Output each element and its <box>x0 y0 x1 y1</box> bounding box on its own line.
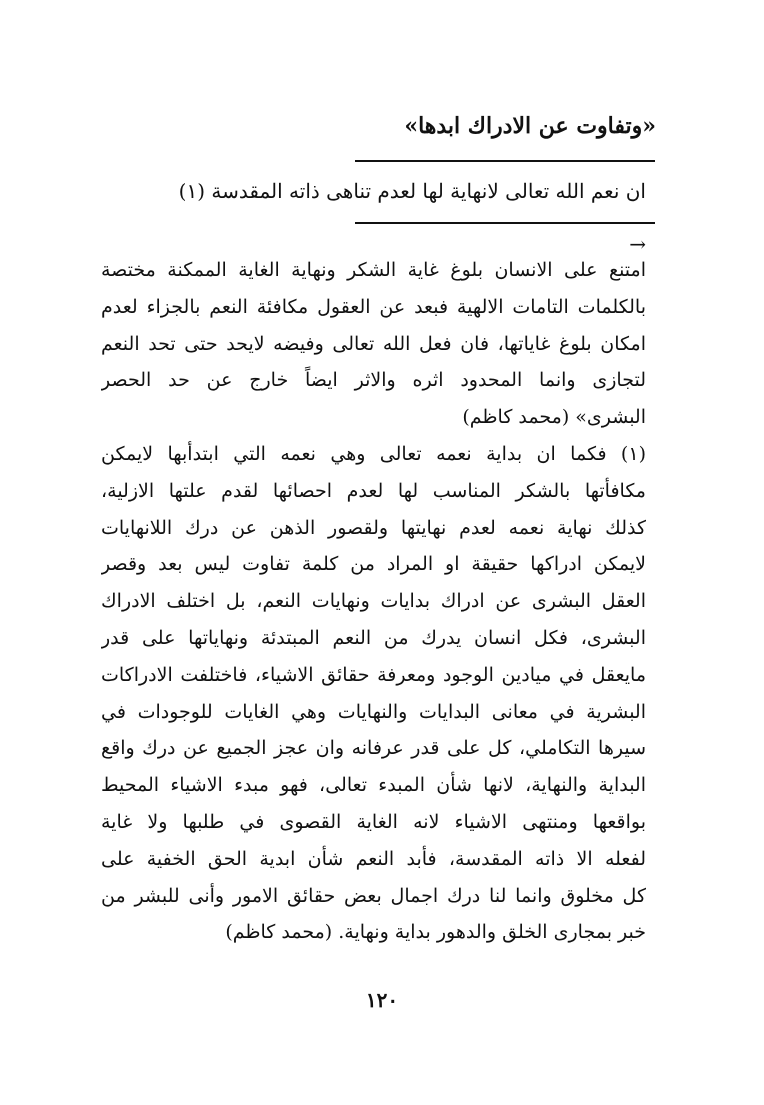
text-line: البشرى، فكل انسان يدرك من النعم المبتدئة ونهاياتها على قدر <box>101 626 646 649</box>
text-line: امتنع على الانسان بلوغ غاية الشكر ونهاية الغاية الممكنة مختصة <box>101 259 646 281</box>
text-line: بواقعها ومنتهى الاشياء لانه الغاية القصوى في طلبها ولا غاية <box>101 810 646 833</box>
text-line: كذلك نهاية نعمه لعدم نهايتها ولقصور الذهن عن درك اللانهايات <box>101 516 646 539</box>
text-line: العقل البشرى عن ادراك بدايات ونهايات النعم، بل اختلف الادراك <box>101 590 646 613</box>
text-line: لفعله الا ذاته المقدسة، فأبد النعم شأن ابدية الحق الخفية على <box>101 847 646 870</box>
continuation-arrow: → <box>629 232 646 256</box>
text-line: امكان بلوغ غاياتها، فان فعل الله تعالى وفيضه لايحد حتى تحد النعم <box>101 332 646 355</box>
text-line: بالكلمات التامات الالهية فبعد عن العقول مكافئة النعم بالجزاء لعدم <box>101 295 646 318</box>
section-heading: «وتفاوت عن الادراك ابدها» <box>404 113 656 139</box>
quoted-line: ان نعم الله تعالى لانهاية لها لعدم تناهى ذاته المقدسة (١) <box>178 179 646 203</box>
text-line: مكافأتها بالشكر المناسب لها لعدم احصائها لقدم علتها الازلية، <box>101 479 646 502</box>
text-line: (١) فكما ان بداية نعمه تعالى وهي نعمه التي ابتدأبها لايمكن <box>101 442 646 465</box>
text-line: سيرها التكاملي، كل على قدر عرفانه وان عجز الجميع عن درك واقع <box>101 737 646 760</box>
text-line: لتجازى وانما المحدود اثره والاثر ايضاً خارج عن حد الحصر <box>101 369 646 392</box>
page-number: ١٢٠ <box>365 988 399 1012</box>
text-line: البشرى» (محمد كاظم) <box>462 406 646 429</box>
bottom-rule <box>355 222 655 224</box>
text-line: البشرية في معانى البدايات والنهايات وهي الغايات للوجودات في <box>101 700 646 723</box>
text-line: كل مخلوق وانما لنا درك اجمال بعض حقائق الامور وأنى للبشر من <box>101 884 646 907</box>
top-rule <box>355 160 655 162</box>
text-line: البداية والنهاية، لانها شأن المبدء تعالى، فهو مبدء الاشياء المحيط <box>101 774 646 797</box>
text-line: مايعقل في ميادين الوجود ومعرفة حقائق الاشياء، فاختلفت الادراكات <box>101 663 646 686</box>
footnote-text <box>101 252 646 951</box>
text-line: خبر بمجارى الخلق والدهور بداية ونهاية. (محمد كاظم) <box>225 921 646 944</box>
text-line: لايمكن ادراكها حقيقة او المراد من كلمة تفاوت ليس بعد وقصر <box>101 553 646 576</box>
